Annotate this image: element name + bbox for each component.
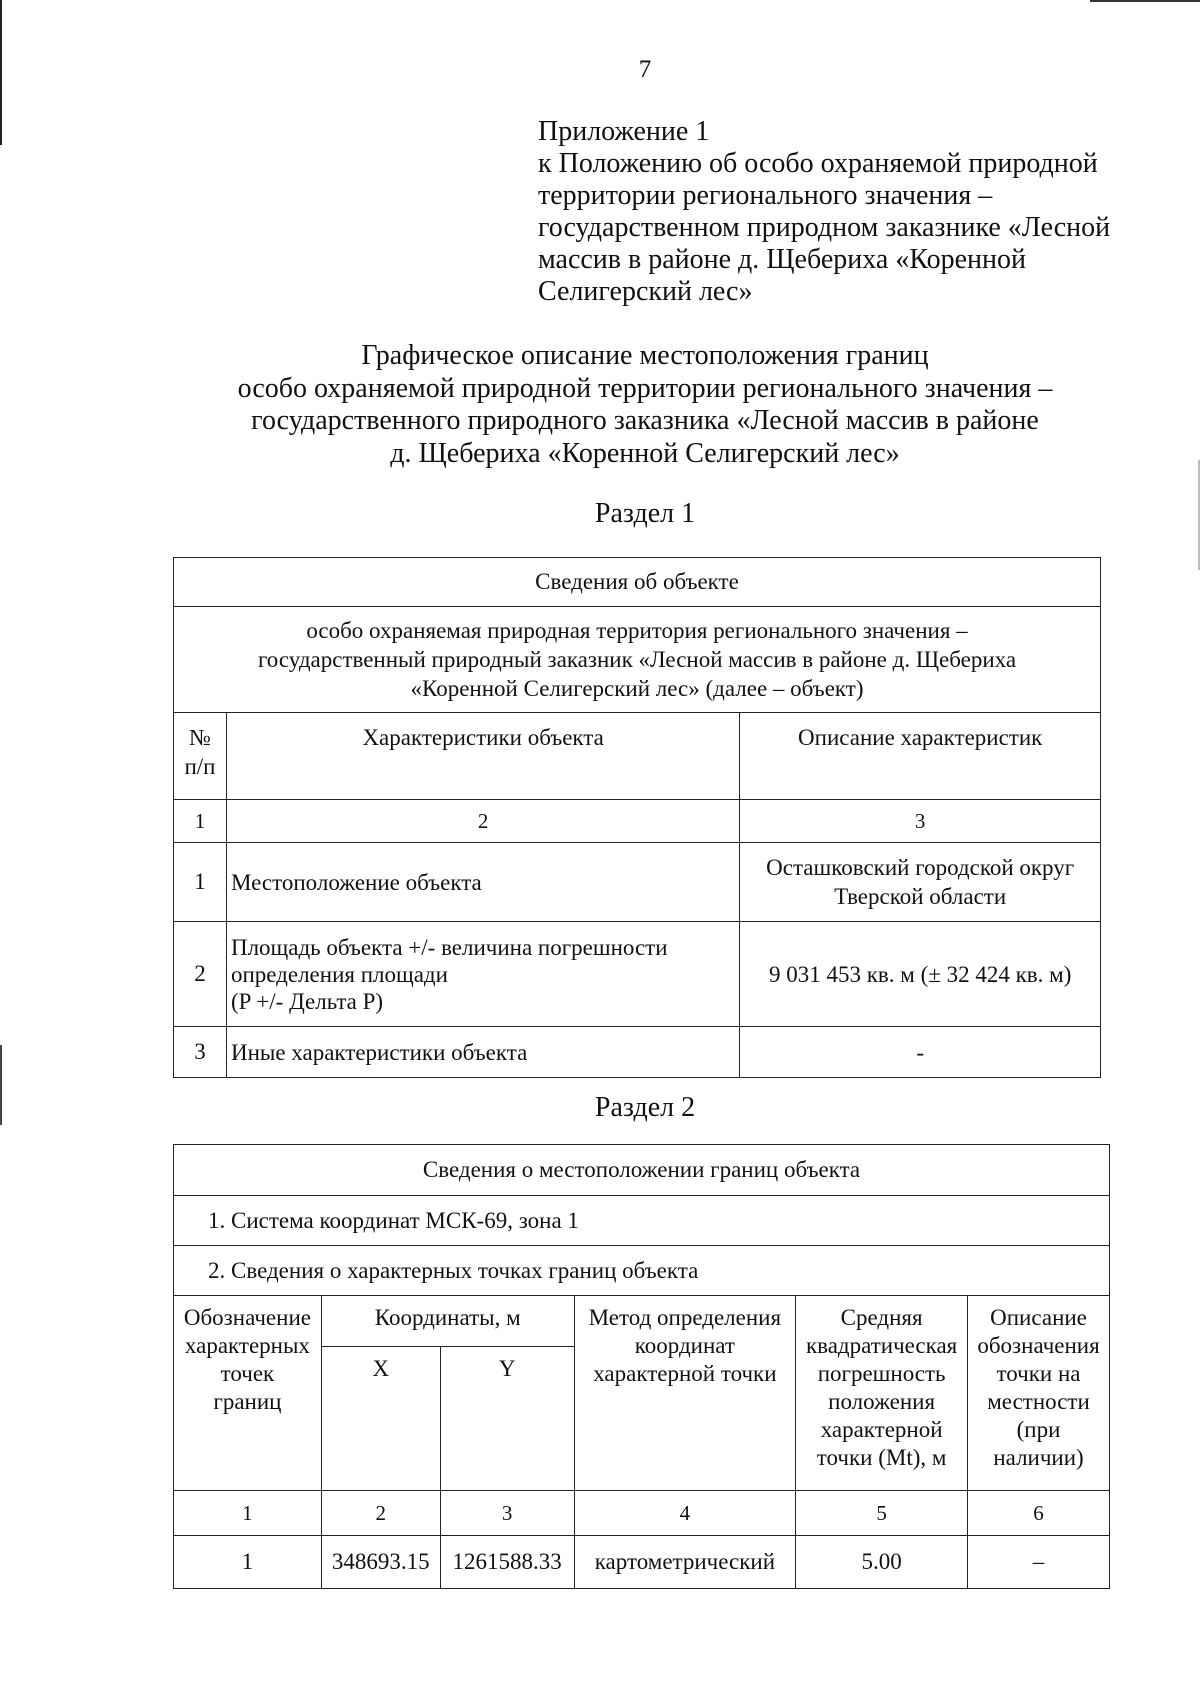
table-row <box>174 922 1101 1027</box>
column-header-x: X <box>321 1347 440 1491</box>
annex-line: к Положению об особо охраняемой природной <box>538 148 1098 179</box>
object-line: «Коренной Селигерский лес» (далее – объект) <box>410 676 864 701</box>
table-header: Сведения об объекте <box>174 558 1101 607</box>
header-line: (при <box>1016 1417 1061 1442</box>
points-info-cell: 2. Сведения о характерных точках границ объекта <box>174 1246 1110 1296</box>
annex-block <box>538 116 1138 308</box>
title-line: д. Щебериха «Коренной Селигерский лес» <box>390 437 900 469</box>
column-header-error <box>796 1296 968 1491</box>
object-name-cell <box>174 607 1101 713</box>
method-cell: картометрический <box>574 1536 796 1589</box>
column-header-method <box>574 1296 796 1491</box>
column-header-characteristics: Характеристики объекта <box>226 713 739 800</box>
col-no-line: п/п <box>184 754 216 779</box>
column-header-remark <box>968 1296 1110 1491</box>
column-header-no <box>174 713 227 800</box>
column-number: 3 <box>740 800 1101 843</box>
header-line: характерной <box>820 1417 943 1442</box>
characteristic-cell <box>226 922 739 1027</box>
column-number: 5 <box>796 1491 968 1536</box>
remark-cell: – <box>968 1536 1110 1589</box>
header-line: границ <box>213 1389 282 1414</box>
header-line: характерных <box>184 1333 310 1358</box>
header-line: характерной точки <box>593 1361 777 1386</box>
row-number: 1 <box>174 843 227 922</box>
column-number: 3 <box>440 1491 574 1536</box>
column-number: 1 <box>174 1491 322 1536</box>
header-line: наличии) <box>993 1445 1084 1470</box>
header-line: квадратическая <box>805 1333 958 1358</box>
row-number: 2 <box>174 922 227 1027</box>
column-header-designation <box>174 1296 322 1491</box>
column-number: 6 <box>968 1491 1110 1536</box>
header-line: местности <box>987 1389 1090 1414</box>
description-line: Тверской области <box>834 884 1007 909</box>
scan-edge-top <box>1090 0 1200 2</box>
annex-line: Селигерский лес» <box>538 276 753 307</box>
table-header: Сведения о местоположении границ объекта <box>174 1145 1110 1196</box>
header-line: обозначения <box>977 1333 1100 1358</box>
header-line: точки (Mt), м <box>816 1445 947 1470</box>
header-line: точек <box>220 1361 275 1386</box>
description-line: Осташковский городской округ <box>766 855 1075 880</box>
section1-heading: Раздел 1 <box>594 498 696 529</box>
column-number: 4 <box>574 1491 796 1536</box>
characteristic-cell: Иные характеристики объекта <box>226 1027 739 1078</box>
table-row <box>174 1536 1110 1589</box>
coordinate-x: 348693.15 <box>321 1536 440 1589</box>
description-cell: - <box>740 1027 1101 1078</box>
row-number: 3 <box>174 1027 227 1078</box>
point-designation: 1 <box>174 1536 322 1589</box>
characteristic-cell: Местоположение объекта <box>226 843 739 922</box>
title-line: особо охраняемой природной территории регионального значения – <box>237 372 1053 404</box>
description-cell: 9 031 453 кв. м (± 32 424 кв. м) <box>740 922 1101 1027</box>
column-number: 1 <box>174 800 227 843</box>
characteristic-line: определения площади <box>230 961 448 987</box>
characteristic-line: Площадь объекта +/- величина погрешности <box>230 934 668 960</box>
coordinate-system-cell: 1. Система координат МСК-69, зона 1 <box>174 1196 1110 1246</box>
table-row <box>174 1027 1101 1078</box>
column-header-description: Описание характеристик <box>740 713 1101 800</box>
header-line: положения <box>828 1389 936 1414</box>
header-line: Описание <box>990 1305 1087 1330</box>
column-number: 2 <box>226 800 739 843</box>
col-no-line: № <box>189 725 211 750</box>
annex-line: массив в районе д. Щебериха «Коренной <box>538 244 1026 275</box>
annex-line: государственном природном заказнике «Лесной <box>538 212 1111 243</box>
header-line: точки на <box>996 1361 1081 1386</box>
header-line: координат <box>634 1333 735 1358</box>
section2-heading: Раздел 2 <box>594 1092 696 1123</box>
characteristic-line: (P +/- Дельта P) <box>230 988 384 1014</box>
coordinate-y: 1261588.33 <box>440 1536 574 1589</box>
annex-line: территории регионального значения – <box>538 180 993 211</box>
object-line: особо охраняемая природная территория регионального значения – <box>306 618 968 643</box>
annex-line: Приложение 1 <box>538 116 710 147</box>
header-line: Средняя <box>840 1305 923 1330</box>
error-cell: 5.00 <box>796 1536 968 1589</box>
title-line: государственного природного заказника «Лесной массив в районе <box>251 405 1039 436</box>
table-row <box>174 843 1101 922</box>
column-number: 2 <box>321 1491 440 1536</box>
header-line: Обозначение <box>183 1305 311 1330</box>
object-line: государственный природный заказник «Лесной массив в районе д. Щебериха <box>257 647 1017 672</box>
header-line: Метод определения <box>588 1305 782 1330</box>
boundary-points-table <box>173 1144 1110 1589</box>
column-header-y: Y <box>440 1347 574 1491</box>
header-line: погрешность <box>817 1361 946 1386</box>
page-number: 7 <box>638 56 652 83</box>
title-line: Графическое описание местоположения границ <box>361 340 929 371</box>
object-info-table <box>173 557 1101 1078</box>
document-title <box>0 340 1200 470</box>
description-cell <box>740 843 1101 922</box>
column-header-coordinates: Координаты, м <box>321 1296 574 1347</box>
